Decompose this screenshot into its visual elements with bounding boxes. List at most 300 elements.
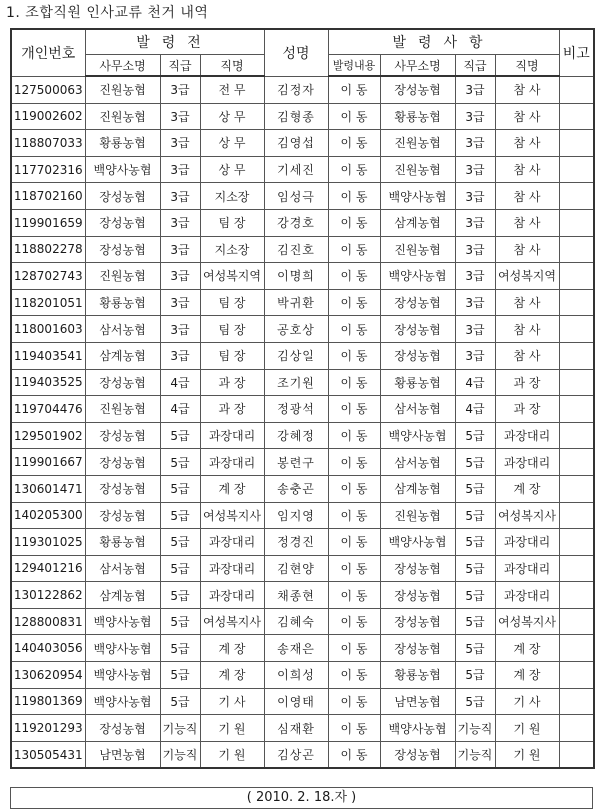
cell-from-grade: 3급: [160, 130, 200, 157]
cell-transfer-type: 이 동: [328, 529, 380, 556]
cell-from-position: 팀 장: [200, 316, 264, 343]
cell-id: 118807033: [11, 130, 85, 157]
cell-name: 봉련구: [264, 449, 328, 476]
cell-to-position: 과 장: [495, 396, 559, 423]
cell-from-grade: 5급: [160, 662, 200, 689]
table-row: [11, 209, 594, 236]
cell-name: 채종현: [264, 582, 328, 609]
cell-id: 127500063: [11, 76, 85, 103]
header-after-grade: 직급: [455, 55, 495, 77]
cell-id: 118201051: [11, 289, 85, 316]
cell-to-grade: 3급: [455, 103, 495, 130]
cell-to-position: 여성복지사: [495, 608, 559, 635]
cell-remark: [559, 396, 594, 423]
header-before-position: 직명: [200, 55, 264, 77]
cell-remark: [559, 156, 594, 183]
header-after-position: 직명: [495, 55, 559, 77]
cell-name: 임지영: [264, 502, 328, 529]
cell-to-position: 참 사: [495, 103, 559, 130]
cell-to-position: 여성복지사: [495, 502, 559, 529]
cell-from-grade: 5급: [160, 475, 200, 502]
cell-id: 119901659: [11, 209, 85, 236]
cell-remark: [559, 529, 594, 556]
cell-to-office: 장성농협: [380, 289, 455, 316]
cell-from-grade: 5급: [160, 582, 200, 609]
cell-to-grade: 5급: [455, 662, 495, 689]
cell-transfer-type: 이 동: [328, 741, 380, 768]
cell-from-position: 기 원: [200, 715, 264, 742]
cell-id: 118802278: [11, 236, 85, 263]
cell-from-office: 삼서농협: [85, 316, 160, 343]
cell-name: 정광석: [264, 396, 328, 423]
cell-to-position: 참 사: [495, 130, 559, 157]
cell-from-grade: 기능직: [160, 741, 200, 768]
cell-remark: [559, 688, 594, 715]
cell-name: 김진호: [264, 236, 328, 263]
cell-to-grade: 3급: [455, 183, 495, 210]
cell-from-position: 계 장: [200, 635, 264, 662]
cell-from-grade: 3급: [160, 209, 200, 236]
cell-from-office: 장성농협: [85, 502, 160, 529]
cell-from-office: 장성농협: [85, 422, 160, 449]
cell-to-office: 진원농협: [380, 502, 455, 529]
cell-to-office: 장성농협: [380, 316, 455, 343]
table-row: [11, 369, 594, 396]
cell-to-office: 진원농협: [380, 130, 455, 157]
cell-from-office: 황룡농협: [85, 130, 160, 157]
cell-to-office: 삼계농협: [380, 475, 455, 502]
table-row: [11, 422, 594, 449]
cell-id: 140205300: [11, 502, 85, 529]
cell-id: 130122862: [11, 582, 85, 609]
cell-from-position: 여성복지역: [200, 263, 264, 290]
cell-remark: [559, 103, 594, 130]
cell-to-office: 백양사농협: [380, 529, 455, 556]
cell-to-position: 참 사: [495, 183, 559, 210]
cell-remark: [559, 369, 594, 396]
cell-id: 129401216: [11, 555, 85, 582]
table-row: [11, 183, 594, 210]
cell-from-office: 백양사농협: [85, 662, 160, 689]
table-row: [11, 715, 594, 742]
cell-transfer-type: 이 동: [328, 183, 380, 210]
table-row: [11, 236, 594, 263]
cell-to-position: 계 장: [495, 475, 559, 502]
cell-remark: [559, 635, 594, 662]
cell-to-position: 계 장: [495, 662, 559, 689]
cell-to-position: 과장대리: [495, 555, 559, 582]
cell-from-office: 장성농협: [85, 715, 160, 742]
cell-id: 129501902: [11, 422, 85, 449]
cell-id: 117702316: [11, 156, 85, 183]
cell-to-office: 백양사농협: [380, 422, 455, 449]
cell-from-grade: 3급: [160, 103, 200, 130]
cell-to-office: 장성농협: [380, 741, 455, 768]
cell-to-position: 과 장: [495, 369, 559, 396]
cell-id: 130620954: [11, 662, 85, 689]
cell-to-position: 참 사: [495, 289, 559, 316]
cell-to-office: 진원농협: [380, 156, 455, 183]
cell-name: 공호상: [264, 316, 328, 343]
cell-from-office: 장성농협: [85, 236, 160, 263]
cell-from-position: 상 무: [200, 156, 264, 183]
cell-id: 119801369: [11, 688, 85, 715]
cell-from-grade: 3급: [160, 156, 200, 183]
cell-id: 130505431: [11, 741, 85, 768]
cell-from-grade: 3급: [160, 236, 200, 263]
cell-name: 조기원: [264, 369, 328, 396]
table-row: [11, 130, 594, 157]
table-row: [11, 449, 594, 476]
cell-to-office: 황룡농협: [380, 103, 455, 130]
cell-from-position: 팀 장: [200, 289, 264, 316]
cell-id: 128800831: [11, 608, 85, 635]
header-after-group: 발령사항: [328, 29, 559, 55]
cell-from-grade: 5급: [160, 422, 200, 449]
cell-to-grade: 5급: [455, 688, 495, 715]
table-row: [11, 555, 594, 582]
cell-remark: [559, 715, 594, 742]
cell-remark: [559, 741, 594, 768]
cell-transfer-type: 이 동: [328, 582, 380, 609]
table-row: [11, 263, 594, 290]
cell-from-grade: 4급: [160, 369, 200, 396]
cell-to-office: 진원농협: [380, 236, 455, 263]
cell-transfer-type: 이 동: [328, 103, 380, 130]
header-remark: 비고: [559, 29, 594, 76]
cell-from-office: 백양사농협: [85, 156, 160, 183]
cell-to-office: 장성농협: [380, 555, 455, 582]
table-row: [11, 156, 594, 183]
cell-transfer-type: 이 동: [328, 130, 380, 157]
header-after-type: 발령내용: [328, 55, 380, 77]
cell-from-office: 삼서농협: [85, 555, 160, 582]
cell-from-office: 황룡농협: [85, 529, 160, 556]
cell-to-office: 황룡농협: [380, 662, 455, 689]
cell-to-position: 참 사: [495, 342, 559, 369]
cell-name: 기세진: [264, 156, 328, 183]
table-body: [11, 76, 594, 768]
cell-from-grade: 3급: [160, 316, 200, 343]
cell-name: 김현양: [264, 555, 328, 582]
cell-id: 119901667: [11, 449, 85, 476]
document-title: 1. 조합직원 인사교류 천거 내역: [6, 5, 209, 21]
cell-to-grade: 3급: [455, 316, 495, 343]
cell-to-office: 남면농협: [380, 688, 455, 715]
cell-id: 119403525: [11, 369, 85, 396]
table-row: [11, 741, 594, 768]
cell-from-grade: 4급: [160, 396, 200, 423]
cell-name: 김정자: [264, 76, 328, 103]
cell-from-office: 장성농협: [85, 475, 160, 502]
cell-from-position: 팀 장: [200, 342, 264, 369]
cell-from-position: 기 원: [200, 741, 264, 768]
cell-to-position: 참 사: [495, 236, 559, 263]
cell-to-position: 과장대리: [495, 422, 559, 449]
table-row: [11, 475, 594, 502]
cell-transfer-type: 이 동: [328, 608, 380, 635]
cell-from-office: 장성농협: [85, 183, 160, 210]
header-before-office: 사무소명: [85, 55, 160, 77]
cell-from-office: 진원농협: [85, 76, 160, 103]
cell-from-grade: 3급: [160, 342, 200, 369]
cell-from-position: 상 무: [200, 130, 264, 157]
cell-from-position: 과 장: [200, 396, 264, 423]
personnel-table: [10, 28, 595, 769]
cell-transfer-type: 이 동: [328, 289, 380, 316]
cell-from-position: 과장대리: [200, 529, 264, 556]
cell-from-position: 팀 장: [200, 209, 264, 236]
cell-from-position: 과장대리: [200, 449, 264, 476]
cell-to-position: 과장대리: [495, 582, 559, 609]
cell-name: 정경진: [264, 529, 328, 556]
cell-to-grade: 기능직: [455, 741, 495, 768]
cell-to-office: 장성농협: [380, 342, 455, 369]
cell-name: 이희성: [264, 662, 328, 689]
cell-name: 김상곤: [264, 741, 328, 768]
cell-name: 김형종: [264, 103, 328, 130]
cell-from-office: 진원농협: [85, 103, 160, 130]
cell-to-grade: 3급: [455, 263, 495, 290]
cell-remark: [559, 582, 594, 609]
cell-transfer-type: 이 동: [328, 263, 380, 290]
cell-to-grade: 5급: [455, 502, 495, 529]
cell-transfer-type: 이 동: [328, 156, 380, 183]
cell-from-position: 전 무: [200, 76, 264, 103]
cell-to-grade: 3급: [455, 289, 495, 316]
cell-transfer-type: 이 동: [328, 475, 380, 502]
cell-remark: [559, 342, 594, 369]
cell-from-position: 상 무: [200, 103, 264, 130]
cell-remark: [559, 475, 594, 502]
table-row: [11, 342, 594, 369]
cell-from-office: 장성농협: [85, 369, 160, 396]
cell-from-grade: 3급: [160, 76, 200, 103]
cell-to-grade: 5급: [455, 422, 495, 449]
cell-transfer-type: 이 동: [328, 635, 380, 662]
cell-transfer-type: 이 동: [328, 688, 380, 715]
cell-to-office: 백양사농협: [380, 715, 455, 742]
cell-id: 130601471: [11, 475, 85, 502]
cell-transfer-type: 이 동: [328, 369, 380, 396]
cell-from-office: 삼계농협: [85, 582, 160, 609]
cell-to-position: 기 원: [495, 741, 559, 768]
cell-from-office: 장성농협: [85, 209, 160, 236]
cell-transfer-type: 이 동: [328, 76, 380, 103]
cell-from-position: 과장대리: [200, 582, 264, 609]
cell-id: 118001603: [11, 316, 85, 343]
cell-from-grade: 기능직: [160, 715, 200, 742]
cell-remark: [559, 555, 594, 582]
cell-remark: [559, 502, 594, 529]
cell-name: 김혜숙: [264, 608, 328, 635]
table-row: [11, 103, 594, 130]
cell-name: 송재은: [264, 635, 328, 662]
cell-from-office: 남면농협: [85, 741, 160, 768]
cell-from-office: 백양사농협: [85, 688, 160, 715]
cell-to-position: 기 원: [495, 715, 559, 742]
cell-from-position: 계 장: [200, 475, 264, 502]
date-footer: ( 2010. 2. 18.자 ): [10, 787, 593, 809]
cell-to-position: 여성복지역: [495, 263, 559, 290]
header-name: 성명: [264, 29, 328, 76]
cell-name: 심재환: [264, 715, 328, 742]
cell-to-office: 삼서농협: [380, 449, 455, 476]
cell-transfer-type: 이 동: [328, 342, 380, 369]
cell-from-grade: 5급: [160, 688, 200, 715]
cell-to-position: 참 사: [495, 156, 559, 183]
cell-to-position: 과장대리: [495, 449, 559, 476]
cell-to-grade: 3급: [455, 236, 495, 263]
cell-remark: [559, 608, 594, 635]
table-row: [11, 289, 594, 316]
header-id: 개인번호: [11, 29, 85, 76]
cell-to-office: 장성농협: [380, 608, 455, 635]
cell-name: 송충곤: [264, 475, 328, 502]
cell-to-grade: 3급: [455, 342, 495, 369]
cell-transfer-type: 이 동: [328, 422, 380, 449]
cell-id: 119301025: [11, 529, 85, 556]
cell-to-grade: 3급: [455, 130, 495, 157]
cell-to-position: 참 사: [495, 316, 559, 343]
cell-remark: [559, 76, 594, 103]
header-before-group: 발령전: [85, 29, 264, 55]
cell-from-office: 백양사농협: [85, 635, 160, 662]
cell-from-position: 과장대리: [200, 422, 264, 449]
cell-to-office: 장성농협: [380, 635, 455, 662]
table-row: [11, 662, 594, 689]
cell-from-office: 장성농협: [85, 449, 160, 476]
cell-transfer-type: 이 동: [328, 502, 380, 529]
cell-from-office: 진원농협: [85, 263, 160, 290]
cell-from-position: 기 사: [200, 688, 264, 715]
cell-from-grade: 5급: [160, 555, 200, 582]
cell-from-position: 여성복지사: [200, 608, 264, 635]
cell-to-position: 참 사: [495, 76, 559, 103]
cell-to-office: 황룡농협: [380, 369, 455, 396]
cell-id: 119403541: [11, 342, 85, 369]
cell-id: 128702743: [11, 263, 85, 290]
cell-from-grade: 5급: [160, 608, 200, 635]
header-row-1: [11, 29, 594, 55]
cell-from-position: 계 장: [200, 662, 264, 689]
cell-transfer-type: 이 동: [328, 209, 380, 236]
cell-id: 140403056: [11, 635, 85, 662]
table-row: [11, 688, 594, 715]
cell-transfer-type: 이 동: [328, 662, 380, 689]
cell-to-office: 삼서농협: [380, 396, 455, 423]
table-row: [11, 316, 594, 343]
table-row: [11, 582, 594, 609]
cell-to-grade: 3급: [455, 209, 495, 236]
cell-to-grade: 5급: [455, 475, 495, 502]
cell-remark: [559, 662, 594, 689]
cell-from-grade: 5급: [160, 449, 200, 476]
cell-id: 119002602: [11, 103, 85, 130]
cell-name: 김상일: [264, 342, 328, 369]
cell-id: 118702160: [11, 183, 85, 210]
cell-remark: [559, 236, 594, 263]
cell-from-grade: 3급: [160, 183, 200, 210]
cell-to-position: 기 사: [495, 688, 559, 715]
cell-to-position: 참 사: [495, 209, 559, 236]
cell-remark: [559, 449, 594, 476]
cell-transfer-type: 이 동: [328, 715, 380, 742]
cell-from-office: 황룡농협: [85, 289, 160, 316]
cell-to-office: 장성농협: [380, 76, 455, 103]
cell-name: 김영섭: [264, 130, 328, 157]
table-row: [11, 502, 594, 529]
cell-to-grade: 5급: [455, 582, 495, 609]
header-after-office: 사무소명: [380, 55, 455, 77]
table-row: [11, 76, 594, 103]
cell-name: 강혜정: [264, 422, 328, 449]
cell-from-position: 여성복지사: [200, 502, 264, 529]
cell-to-position: 과장대리: [495, 529, 559, 556]
cell-remark: [559, 289, 594, 316]
table-row: [11, 529, 594, 556]
cell-transfer-type: 이 동: [328, 396, 380, 423]
cell-transfer-type: 이 동: [328, 236, 380, 263]
cell-to-grade: 4급: [455, 396, 495, 423]
cell-to-grade: 5급: [455, 449, 495, 476]
cell-to-grade: 5급: [455, 635, 495, 662]
cell-transfer-type: 이 동: [328, 449, 380, 476]
cell-to-grade: 5급: [455, 555, 495, 582]
cell-to-office: 백양사농협: [380, 263, 455, 290]
cell-name: 강경호: [264, 209, 328, 236]
cell-from-grade: 5급: [160, 529, 200, 556]
cell-remark: [559, 209, 594, 236]
cell-name: 임성극: [264, 183, 328, 210]
cell-to-grade: 5급: [455, 608, 495, 635]
cell-from-grade: 5급: [160, 635, 200, 662]
cell-name: 이영태: [264, 688, 328, 715]
cell-name: 이명희: [264, 263, 328, 290]
table-row: [11, 608, 594, 635]
cell-transfer-type: 이 동: [328, 555, 380, 582]
cell-to-grade: 4급: [455, 369, 495, 396]
cell-from-office: 백양사농협: [85, 608, 160, 635]
cell-remark: [559, 422, 594, 449]
cell-to-grade: 3급: [455, 76, 495, 103]
cell-to-office: 삼계농협: [380, 209, 455, 236]
cell-remark: [559, 130, 594, 157]
cell-to-grade: 3급: [455, 156, 495, 183]
table-row: [11, 635, 594, 662]
cell-from-position: 지소장: [200, 183, 264, 210]
cell-id: 119201293: [11, 715, 85, 742]
cell-from-grade: 3급: [160, 289, 200, 316]
cell-from-position: 지소장: [200, 236, 264, 263]
cell-from-office: 진원농협: [85, 396, 160, 423]
cell-id: 119704476: [11, 396, 85, 423]
table-row: [11, 396, 594, 423]
cell-to-grade: 기능직: [455, 715, 495, 742]
cell-transfer-type: 이 동: [328, 316, 380, 343]
cell-from-position: 과장대리: [200, 555, 264, 582]
cell-from-position: 과 장: [200, 369, 264, 396]
cell-from-grade: 5급: [160, 502, 200, 529]
cell-from-office: 삼계농협: [85, 342, 160, 369]
cell-to-position: 계 장: [495, 635, 559, 662]
cell-remark: [559, 183, 594, 210]
cell-remark: [559, 263, 594, 290]
cell-from-grade: 3급: [160, 263, 200, 290]
cell-name: 박귀환: [264, 289, 328, 316]
cell-to-grade: 5급: [455, 529, 495, 556]
cell-remark: [559, 316, 594, 343]
